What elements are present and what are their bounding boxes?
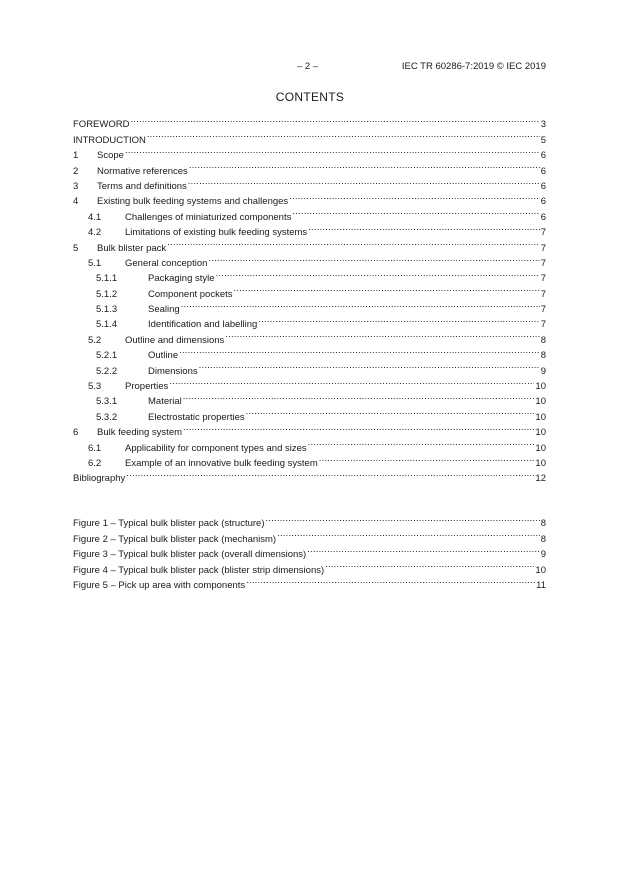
page-header (0, 61, 620, 75)
toc-entry-number: 1 (73, 150, 79, 162)
toc-entry[interactable] (73, 189, 546, 208)
toc-entry-page: 9 (540, 365, 546, 377)
figure-entry[interactable] (73, 526, 546, 545)
toc-entry-page: 10 (535, 411, 546, 423)
figure-entry-page: 9 (540, 549, 546, 561)
toc-entry-number: 6.2 (88, 457, 102, 469)
toc-entry-page: 7 (540, 319, 546, 331)
toc-entry-page: 10 (535, 442, 546, 454)
toc-entry-page: 8 (540, 350, 546, 362)
toc-entry-number: 5.3.2 (96, 411, 118, 423)
toc-entry[interactable] (73, 220, 546, 239)
toc-entry[interactable] (73, 374, 546, 393)
dot-leader (234, 281, 540, 296)
toc-entry-page: 7 (540, 304, 546, 316)
toc-entry-number: 5 (73, 242, 79, 254)
toc-entry-number: 2 (73, 165, 79, 177)
toc-entry-number: 6.1 (88, 442, 102, 454)
figure-entry[interactable] (73, 511, 546, 530)
dot-leader (167, 235, 540, 250)
figure-entry-title: Figure 2 – Typical bulk blister pack (mechanism) (73, 533, 277, 545)
toc-entry[interactable] (73, 281, 546, 300)
dot-leader (225, 327, 539, 342)
toc-entry-title: Dimensions (148, 365, 198, 377)
toc-entry-page: 7 (540, 242, 546, 254)
toc-entry-page: 7 (540, 227, 546, 239)
figure-entry-title: Figure 5 – Pick up area with components (73, 579, 246, 591)
toc-entry-page: 12 (535, 473, 546, 485)
toc-entry-page: 7 (540, 273, 546, 285)
toc-entry-title: Identification and labelling (148, 319, 258, 331)
dot-leader (325, 557, 534, 572)
dot-leader (289, 189, 540, 204)
toc-entry-page: 7 (540, 288, 546, 300)
toc-entry-number: 5.1.1 (96, 273, 118, 285)
toc-entry-title: Properties (125, 381, 169, 393)
toc-entry-page: 6 (540, 165, 546, 177)
dot-leader (126, 466, 534, 481)
dot-leader (246, 404, 535, 419)
toc-entry-title: Outline (148, 350, 179, 362)
figure-entry-title: Figure 4 – Typical bulk blister pack (blister strip dimensions) (73, 564, 325, 576)
dot-leader (265, 511, 539, 526)
toc-entry-page: 7 (540, 257, 546, 269)
figure-entry-page: 10 (535, 564, 546, 576)
toc-entry-title: Electrostatic properties (148, 411, 245, 423)
toc-entry-number: 5.1.4 (96, 319, 118, 331)
toc-entry[interactable] (73, 358, 546, 377)
figure-entry-page: 11 (536, 579, 546, 591)
toc-entry-number: 5.2.1 (96, 350, 118, 362)
toc-entry[interactable] (73, 297, 546, 316)
toc-entry-title: Material (148, 396, 182, 408)
toc-entry-title: Challenges of miniaturized components (125, 211, 292, 223)
toc-entry-page: 10 (535, 396, 546, 408)
list-of-figures (73, 511, 546, 591)
toc-entry-page: 5 (540, 134, 546, 146)
dot-leader (181, 297, 540, 312)
toc-entry-number: 5.1.2 (96, 288, 118, 300)
dot-leader (199, 358, 540, 373)
toc-entry-title: Example of an innovative bulk feeding system (125, 457, 318, 469)
toc-entry[interactable] (73, 327, 546, 346)
toc-entry-page: 6 (540, 211, 546, 223)
dot-leader (125, 143, 540, 158)
dot-leader (292, 204, 539, 219)
toc-entry-title: General conception (125, 257, 208, 269)
figure-entry-title: Figure 1 – Typical bulk blister pack (structure) (73, 518, 265, 530)
figure-entry[interactable] (73, 573, 546, 591)
dot-leader (216, 266, 540, 281)
toc-entry-title: Bibliography (73, 473, 126, 485)
dot-leader (319, 451, 535, 466)
toc-entry-title: Bulk blister pack (97, 242, 167, 254)
toc-entry-number: 4 (73, 196, 79, 208)
toc-entry[interactable] (73, 343, 546, 362)
toc-entry-title: INTRODUCTION (73, 134, 146, 146)
toc-entry[interactable] (73, 127, 546, 146)
dot-leader (183, 420, 534, 435)
toc-entry-number: 5.3.1 (96, 396, 118, 408)
dot-leader (189, 158, 540, 173)
figure-entry[interactable] (73, 542, 546, 561)
page-number: – 2 – (297, 61, 319, 72)
toc-entry[interactable] (73, 143, 546, 162)
toc-entry-title: FOREWORD (73, 119, 130, 131)
dot-leader (130, 112, 539, 127)
toc-entry-title: Normative references (97, 165, 188, 177)
toc-entry[interactable] (73, 420, 546, 439)
toc-entry-number: 5.1.3 (96, 304, 118, 316)
toc-entry-title: Sealing (148, 304, 180, 316)
toc-entry-number: 5.3 (88, 381, 102, 393)
toc-entry-page: 10 (535, 457, 546, 469)
toc-entry[interactable] (73, 174, 546, 192)
toc-entry-page: 8 (540, 334, 546, 346)
toc-entry-number: 4.1 (88, 211, 102, 223)
toc-entry-title: Component pockets (148, 288, 233, 300)
toc-entry-number: 5.2.2 (96, 365, 118, 377)
toc-entry[interactable] (73, 251, 546, 269)
toc-entry-number: 5.1 (88, 257, 102, 269)
toc-entry-page: 10 (535, 381, 546, 393)
toc-entry[interactable] (73, 158, 546, 177)
toc-entry-number: 5.2 (88, 334, 102, 346)
toc-entry-page: 6 (540, 150, 546, 162)
toc-entry-number: 3 (73, 180, 79, 192)
toc-entry-number: 4.2 (88, 227, 102, 239)
toc-entry-page: 6 (540, 180, 546, 192)
toc-entry-title: Scope (97, 150, 124, 162)
toc-entry-number: 6 (73, 427, 79, 439)
toc-entry-title: Bulk feeding system (97, 427, 183, 439)
toc-entry-title: Terms and definitions (97, 180, 187, 192)
contents-title: CONTENTS (275, 90, 345, 104)
toc-entry[interactable] (73, 466, 546, 485)
toc-entry[interactable] (73, 266, 546, 285)
toc-entry-title: Applicability for component types and sizes (125, 442, 307, 454)
toc-entry-page: 10 (535, 427, 546, 439)
document-identifier: IEC TR 60286-7:2019 © IEC 2019 (401, 61, 546, 72)
toc-entry[interactable] (73, 435, 546, 454)
dot-leader (183, 389, 535, 404)
dot-leader (179, 343, 540, 358)
dot-leader (307, 542, 539, 557)
toc-entry-page: 3 (540, 119, 546, 131)
toc-entry-title: Outline and dimensions (125, 334, 225, 346)
toc-entry-page: 6 (540, 196, 546, 208)
figure-entry-page: 8 (540, 518, 546, 530)
toc-entry[interactable] (73, 235, 546, 254)
toc-entry[interactable] (73, 112, 546, 131)
dot-leader (308, 435, 535, 450)
table-of-contents (73, 112, 546, 485)
dot-leader (246, 573, 535, 588)
dot-leader (308, 220, 540, 235)
toc-entry-title: Limitations of existing bulk feeding systems (125, 227, 308, 239)
dot-leader (208, 251, 539, 266)
toc-entry-title: Packaging style (148, 273, 215, 285)
toc-entry[interactable] (73, 312, 546, 331)
toc-entry[interactable] (73, 389, 546, 408)
toc-entry[interactable] (73, 404, 546, 423)
figure-entry[interactable] (73, 557, 546, 576)
toc-entry-title: Existing bulk feeding systems and challenges (97, 196, 289, 208)
toc-entry[interactable] (73, 451, 546, 469)
dot-leader (277, 526, 540, 541)
dot-leader (147, 127, 540, 142)
dot-leader (258, 312, 539, 327)
figure-entry-page: 8 (540, 533, 546, 545)
dot-leader (188, 174, 540, 189)
toc-entry[interactable] (73, 204, 546, 223)
dot-leader (169, 374, 534, 389)
figure-entry-title: Figure 3 – Typical bulk blister pack (overall dimensions) (73, 549, 307, 561)
